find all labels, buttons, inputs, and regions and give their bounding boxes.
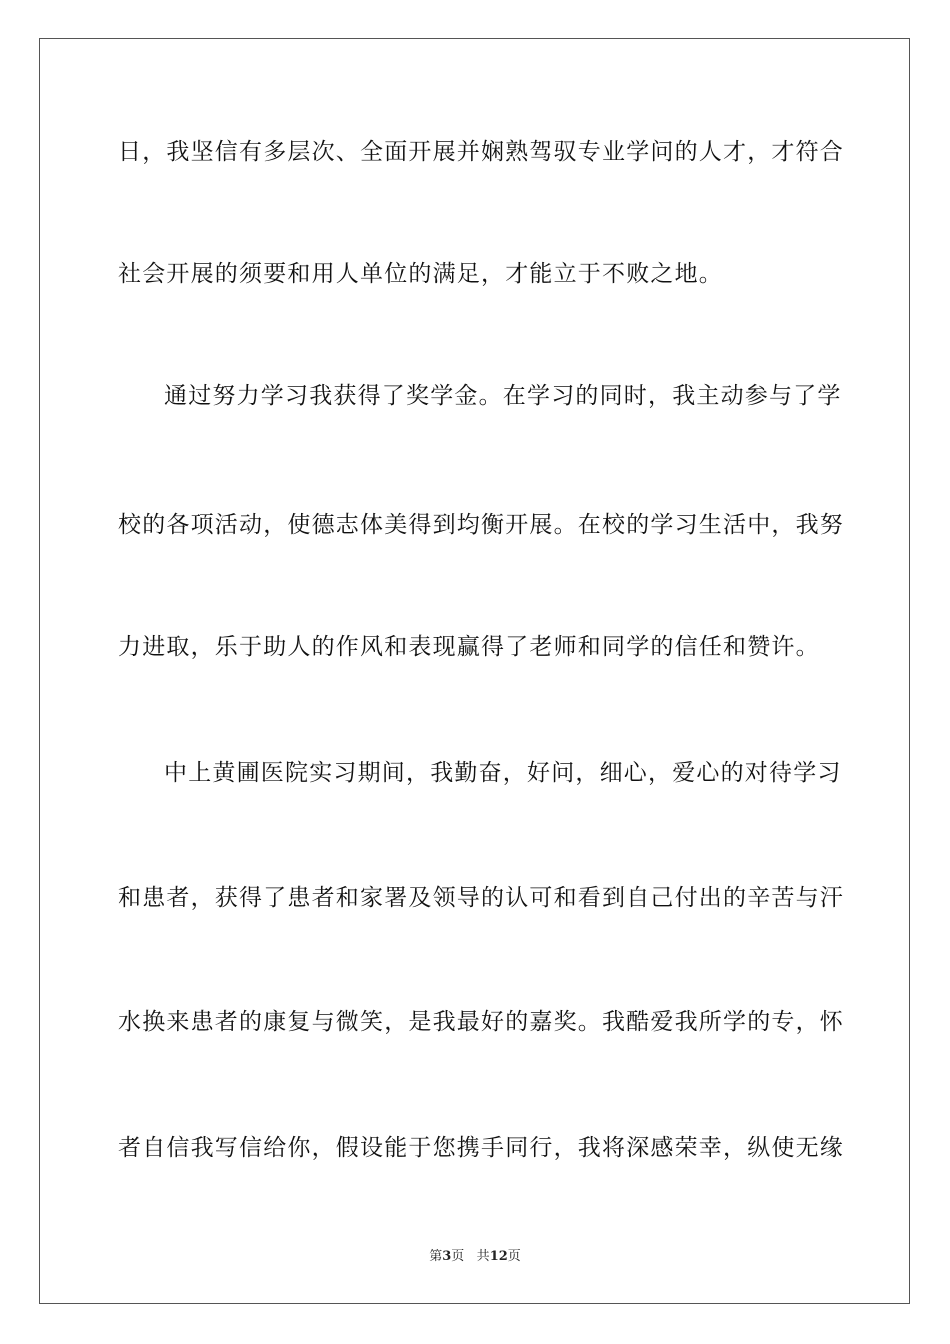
page-number: 3 xyxy=(442,1249,452,1264)
text-line-5: 力进取，乐于助人的作风和表现赢得了老师和同学的信任和赞许。 xyxy=(118,634,820,660)
page-prefix: 第 xyxy=(429,1249,443,1264)
text-line-3: 通过努力学习我获得了奖学金。在学习的同时，我主动参与了学 xyxy=(164,383,842,409)
page-suffix: 页 xyxy=(451,1249,465,1264)
total-suffix: 页 xyxy=(507,1249,521,1264)
page-footer xyxy=(0,1248,950,1266)
text-line-9: 者自信我写信给你，假设能于您携手同行，我将深感荣幸，纵使无缘 xyxy=(118,1135,844,1161)
text-line-6: 中上黄圃医院实习期间，我勤奋，好问，细心，爱心的对待学习 xyxy=(164,760,842,786)
text-line-4: 校的各项活动，使德志体美得到均衡开展。在校的学习生活中，我努 xyxy=(118,512,844,538)
text-line-2: 社会开展的须要和用人单位的满足，才能立于不败之地。 xyxy=(118,261,723,287)
text-line-7: 和患者，获得了患者和家署及领导的认可和看到自己付出的辛苦与汗 xyxy=(118,885,844,911)
total-prefix: 共 xyxy=(476,1249,490,1264)
text-line-8: 水换来患者的康复与微笑，是我最好的嘉奖。我酷爱我所学的专，怀 xyxy=(118,1009,844,1035)
total-pages: 12 xyxy=(489,1249,508,1264)
page-frame xyxy=(39,38,910,1304)
text-line-1: 日，我坚信有多层次、全面开展并娴熟驾驭专业学问的人才，才符合 xyxy=(118,139,844,165)
